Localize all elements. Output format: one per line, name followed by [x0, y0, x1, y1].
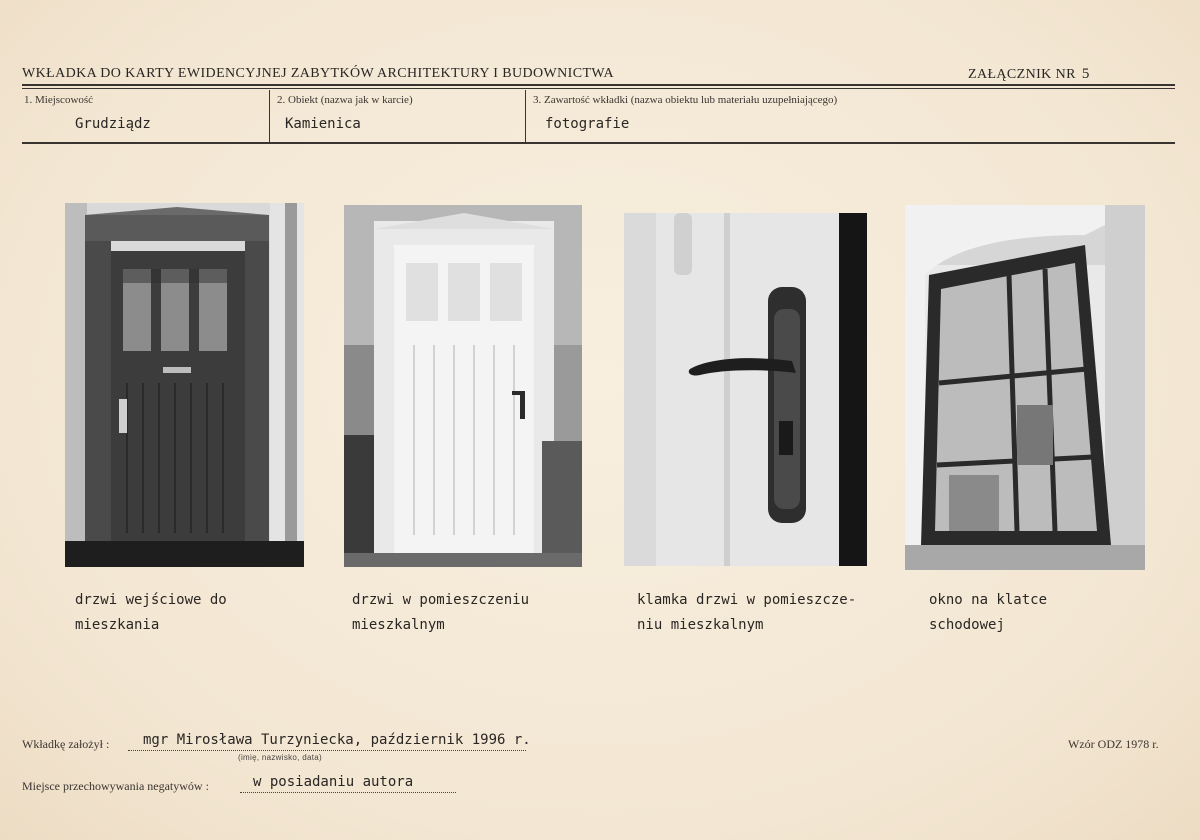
negatives-label: Miejsce przechowywania negatywów : [22, 779, 209, 793]
header-rule-thin [22, 88, 1175, 89]
field-divider [269, 90, 270, 142]
annex-label [968, 66, 1090, 83]
photo-door-handle [624, 213, 867, 566]
photo-entrance-door [65, 203, 304, 567]
author-label: Wkładkę założył : [22, 737, 110, 751]
field-label-locality: 1. Miejscowość [24, 94, 94, 106]
annex-number: 5 [1081, 66, 1090, 82]
fields-bottom-rule [22, 142, 1175, 144]
field-value-object: Kamienica [285, 116, 361, 132]
card-title: WKŁADKA DO KARTY EWIDENCYJNEJ ZABYTKÓW ARCHITEKTURY I BUDOWNICTWA [22, 66, 614, 81]
field-label-contents: 3. Zawartość wkładki (nazwa obiektu lub materiału uzupełniającego) [533, 94, 838, 106]
photo-room-door [344, 205, 582, 567]
photo-caption: drzwi w pomieszczeniu mieszkalnym [352, 592, 530, 633]
form-model: Wzór ODZ 1978 r. [1068, 737, 1159, 751]
author-dotted-line [128, 750, 526, 751]
photo-caption: drzwi wejściowe do mieszkania [75, 592, 227, 633]
annex-label-text: ZAŁĄCZNIK NR [968, 67, 1076, 82]
field-label-object: 2. Obiekt (nazwa jak w karcie) [277, 94, 413, 106]
negatives-dotted-line [240, 792, 456, 793]
negatives-value: w posiadaniu autora [253, 774, 414, 790]
photo-caption: klamka drzwi w pomieszcze- niu mieszkalnym [637, 592, 857, 633]
header-rule [22, 84, 1175, 86]
field-value-locality: Grudziądz [75, 116, 151, 132]
author-value: mgr Mirosława Turzyniecka, październik 1996 r. [143, 732, 531, 748]
field-value-contents: fotografie [545, 116, 630, 132]
field-divider [525, 90, 526, 142]
photo-staircase-window [905, 205, 1145, 570]
photo-caption: okno na klatce schodowej [929, 592, 1048, 633]
author-hint: (imię, nazwisko, data) [238, 753, 322, 762]
